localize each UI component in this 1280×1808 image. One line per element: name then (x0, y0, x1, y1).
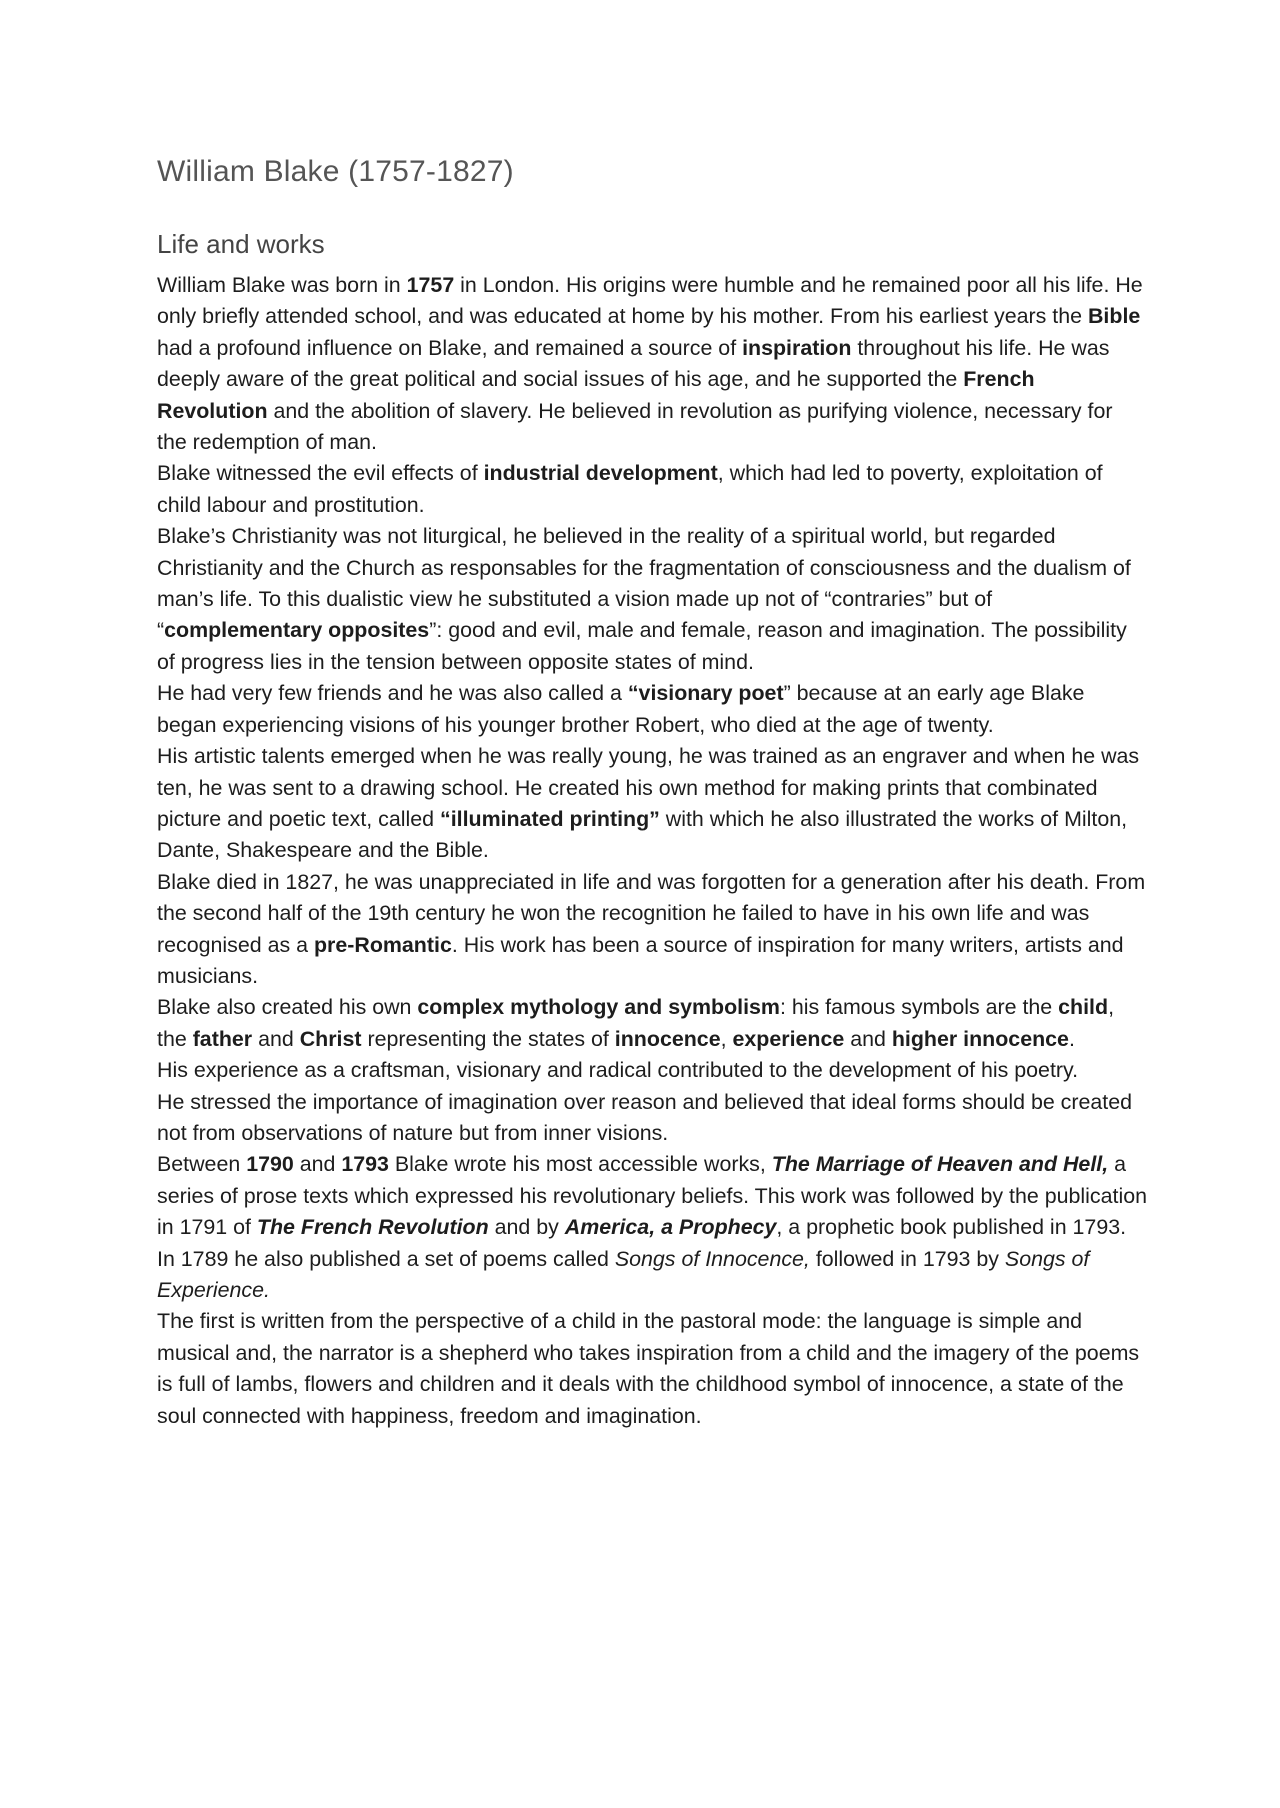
text-run: . His work has been a source of inspiration for many writers, artists and musicians. (157, 932, 1124, 988)
paragraph (157, 741, 1147, 867)
paragraph (157, 867, 1147, 993)
paragraph (157, 992, 1147, 1055)
paragraph (157, 1306, 1147, 1432)
text-run: Blake died in 1827, he was unappreciated in life and was forgotten for a generation after his death. From the second half of the 19th century he won the recognition he failed to have in his own life and was recognised as a (157, 869, 1146, 957)
bold-text: The Marriage of Heaven and Hell, (771, 1152, 1109, 1177)
bold-text: “illuminated printing” (440, 806, 660, 831)
text-run: : his famous symbols are the (779, 995, 1059, 1020)
italic-text: Songs of Experience. (157, 1246, 1090, 1302)
bold-text: 1790 (246, 1152, 294, 1177)
text-run: Blake also created his own (157, 995, 418, 1020)
italic-text: Songs of Innocence, (614, 1246, 810, 1271)
bold-text: complex mythology and symbolism (417, 995, 780, 1020)
bold-text: experience (732, 1026, 845, 1051)
bold-text: industrial development (483, 461, 718, 486)
text-run: and (844, 1026, 892, 1051)
text-run: Between (157, 1152, 247, 1177)
text-run: He stressed the importance of imagination over reason and believed that ideal forms should be created not from observations of nature but from inner visions. (157, 1089, 1133, 1145)
text-run: followed in 1793 by (809, 1246, 1005, 1271)
bold-text: The French Revolution (256, 1215, 489, 1240)
paragraph (157, 1149, 1147, 1243)
text-run: ”: good and evil, male and female, reason and imagination. The possibility of progress lies in the tension between opposite states of mind. (157, 618, 1127, 674)
paragraph (157, 678, 1147, 741)
text-run: His artistic talents emerged when he was really young, he was trained as an engraver and when he was ten, he was sent to a drawing school. He created his own method for making prints that combinated picture and poetic text, called (157, 744, 1140, 831)
paragraph (157, 1055, 1147, 1086)
text-run: , the (157, 995, 1115, 1051)
text-run: and by (488, 1215, 565, 1240)
text-run: ” because at an early age Blake began experiencing visions of his younger brother Robert, who died at the age of twenty. (157, 681, 1085, 737)
text-run: , (720, 1026, 733, 1051)
bold-text: inspiration (742, 335, 852, 360)
bold-text: pre-Romantic (313, 932, 452, 957)
text-run: William Blake was born in (157, 273, 407, 297)
text-run: representing the states of (361, 1026, 615, 1051)
document-page (157, 152, 1147, 1432)
bold-text: America, a Prophecy (564, 1215, 777, 1240)
bold-text: French Revolution (157, 367, 1035, 423)
body-text (157, 270, 1147, 1432)
paragraph (157, 1244, 1147, 1307)
bold-text: complementary opposites (164, 618, 430, 643)
text-run: a series of prose texts which expressed his revolutionary beliefs. This work was followed by the publication in 1791 of (157, 1152, 1147, 1240)
paragraph (157, 458, 1147, 521)
bold-text: father (192, 1026, 253, 1051)
text-run: Blake witnessed the evil effects of (157, 461, 484, 486)
text-run: had a profound influence on Blake, and remained a source of (157, 335, 743, 360)
bold-text: 1757 (406, 273, 455, 297)
text-run: Blake’s Christianity was not liturgical, he believed in the reality of a spiritual world, but regarded Christianity and the Church as responsables for the fragmentation of consciousness and the dualism of man’s life. To this dualistic view he substituted a vision made up not of “contraries” but of “ (157, 524, 1131, 643)
text-run: His experience as a craftsman, visionary and radical contributed to the development of his poetry. (157, 1058, 1079, 1083)
text-run: and (252, 1026, 300, 1051)
text-run: , a prophetic book published in 1793. (776, 1215, 1127, 1240)
bold-text: Bible (1087, 304, 1141, 329)
paragraph (157, 1087, 1147, 1150)
text-run: throughout his life. He was deeply aware of the great political and social issues of his age, and he supported the (157, 335, 1110, 392)
section-heading: Life and works (157, 229, 325, 259)
bold-text: 1793 (341, 1152, 389, 1177)
paragraph (157, 521, 1147, 678)
paragraph (157, 270, 1147, 458)
text-run: . (1068, 1026, 1075, 1051)
text-run: with which he also illustrated the works of Milton, Dante, Shakespeare and the Bible. (157, 806, 1128, 863)
text-run: In 1789 he also published a set of poems called (157, 1246, 615, 1271)
text-run: He had very few friends and he was also called a (157, 681, 628, 706)
page-title: William Blake (1757-1827) (157, 155, 514, 188)
bold-text: “visionary poet (627, 681, 784, 706)
text-run: and (293, 1152, 342, 1177)
bold-text: innocence (614, 1026, 721, 1051)
text-run: The first is written from the perspective of a child in the pastoral mode: the language is simple and musical and, the narrator is a shepherd who takes inspiration from a child and the imagery of the poems is full of lambs, flowers and children and it deals with the childhood symbol of innocence, a state of the soul connected with happiness, freedom and imagination. (157, 1309, 1140, 1428)
text-run: Blake wrote his most accessible works, (388, 1152, 772, 1177)
bold-text: Christ (299, 1026, 362, 1051)
text-run: , which had led to poverty, exploitation of child labour and prostitution. (157, 461, 1103, 517)
text-run: and the abolition of slavery. He believed in revolution as purifying violence, necessary for the redemption of man. (157, 398, 1113, 455)
bold-text: higher innocence (891, 1026, 1069, 1051)
bold-text: child (1058, 995, 1109, 1020)
text-run: in London. His origins were humble and he remained poor all his life. He only briefly attended school, and was educated at home by his mother. From his earliest years the (157, 273, 1143, 329)
